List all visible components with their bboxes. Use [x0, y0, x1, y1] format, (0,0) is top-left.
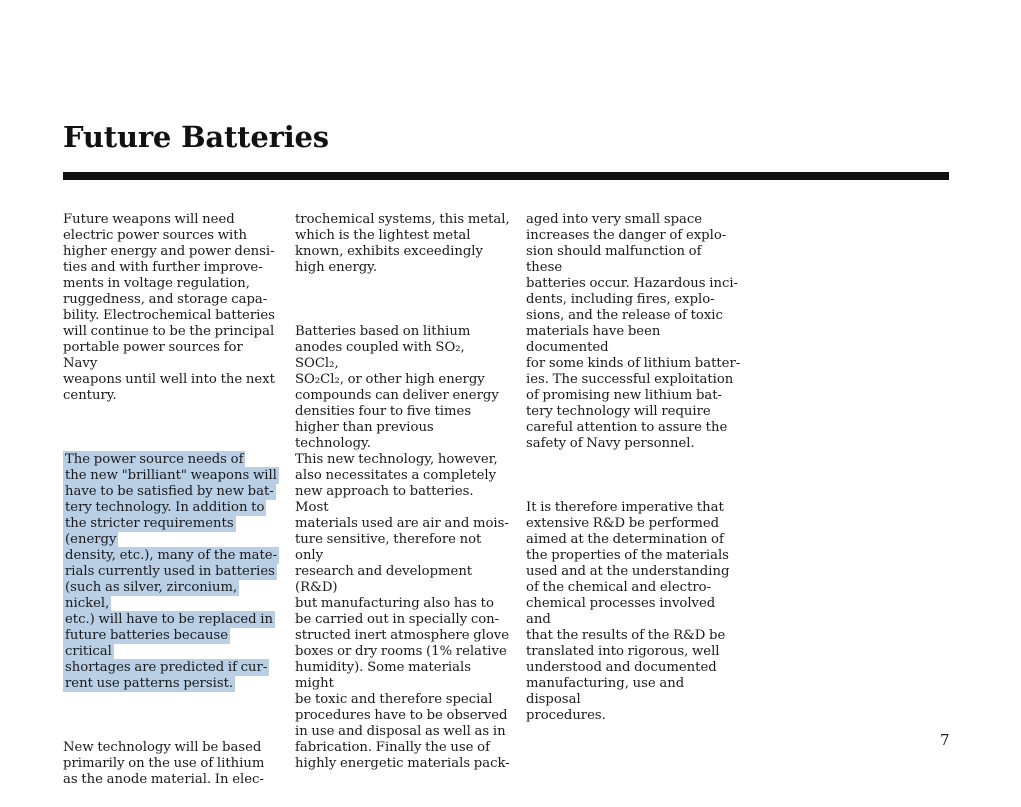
page-number: 7 — [940, 731, 950, 749]
page-title: Future Batteries — [63, 120, 329, 154]
highlighted-paragraph[interactable] — [63, 452, 278, 692]
text-column-1 — [63, 196, 278, 804]
text-column-2 — [295, 196, 510, 788]
paragraph: Future weapons will need electric power sources with higher energy and power densi- ties and with further improve- ments in voltage regulation, ruggedness, and storage capa- bility. Electrochemical batteries will continue to be the principal portable power sources for Navy weapons until well into the next century. — [63, 212, 275, 403]
title-rule — [63, 172, 949, 180]
paragraph: trochemical systems, this metal, which is the lightest metal known, exhibits exceedingly high energy. — [295, 212, 510, 275]
paragraph: aged into very small space increases the danger of explo- sion should malfunction of these batteries occur. Hazardous inci- dents, including fires, explo- sions, and the release of toxic materials have been documented for some kinds of lithium batter- ies. The successful exploitation of promising new lithium bat- tery technology will require careful attention to assure the safety of Navy personnel. — [526, 212, 741, 451]
text-column-3 — [526, 196, 741, 740]
paragraph: Batteries based on lithium anodes coupled with SO₂, SOCl₂, SO₂Cl₂, or other high energy compounds can deliver energy densities four to five times higher than previous technology. This new technology, however, also necessitates a completely new approach to batteries. Most materials used are air and mois- ture sensitive, therefore not only research and development (R&D) but manufacturing also has to be carried out in specially con- structed inert atmosphere glove boxes or dry rooms (1% relative humidity). Some materials might be toxic and therefore special procedures have to be observed in use and disposal as well as in fabrication. Finally the use of highly energetic materials pack- — [295, 324, 510, 771]
paragraph: New technology will be based primarily on the use of lithium as the anode material. In elec- — [63, 740, 265, 787]
highlight-span[interactable]: The power source needs of the new "brilliant" weapons will have to be satisfied by new bat- tery technology. In addition to the stricter requirements (energy density, etc.), many of the mate- rials currently used in batteries (such as silver, zirconium, nickel, etc.) will have to be replaced in future batteries because critical shortages are predicted if cur- rent use patterns persist. — [65, 452, 278, 691]
paragraph: It is therefore imperative that extensive R&D be performed aimed at the determination of the properties of the materials used and at the understanding of the chemical and electro- chemical processes involved and that the results of the R&D be translated into rigorous, well understood and documented manufacturing, use and disposal procedures. — [526, 500, 730, 723]
